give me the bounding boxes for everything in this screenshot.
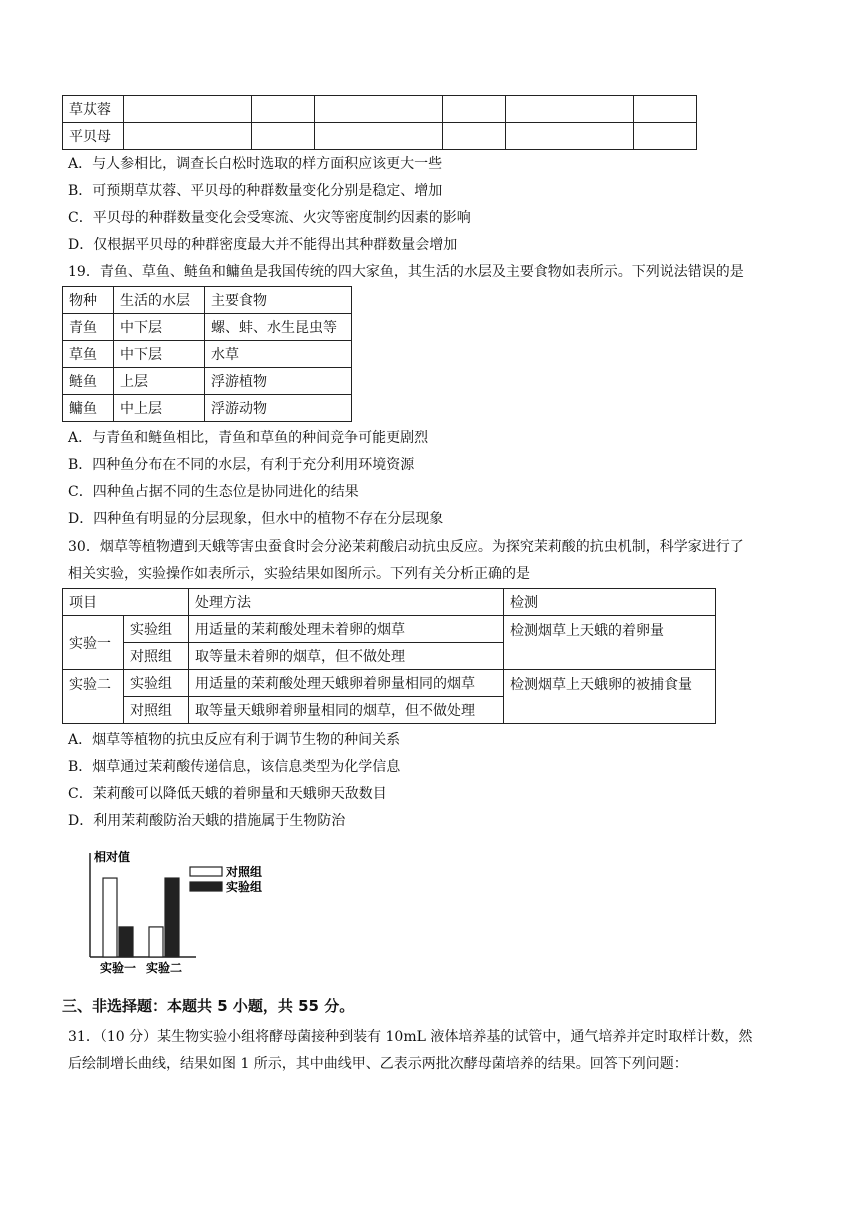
table-header-row [63, 589, 716, 616]
table-cell: 浮游植物 [205, 368, 352, 395]
table-cell: 用适量的茉莉酸处理天蛾卵着卵量相同的烟草 [189, 670, 504, 697]
table-cell: 鲢鱼 [63, 368, 114, 395]
q31-line2: 后绘制增长曲线，结果如图 1 所示，其中曲线甲、乙表示两批次酵母菌培养的结果。回答下列问题： [68, 1056, 688, 1072]
table-cell: 草鱼 [63, 341, 114, 368]
q19-option-b: B．四种鱼分布在不同的水层，有利于充分利用环境资源 [68, 457, 415, 473]
q18-option-b: B．可预期草苁蓉、平贝母的种群数量变化分别是稳定、增加 [68, 183, 443, 199]
table-header-row [63, 287, 352, 314]
table-row [63, 670, 716, 697]
table-row [63, 314, 352, 341]
x-tick-label: 实验二 [145, 961, 183, 975]
table-cell: 中上层 [114, 395, 205, 422]
table-cell: 浮游动物 [205, 395, 352, 422]
table-cell: 上层 [114, 368, 205, 395]
q19-stem: 19．青鱼、草鱼、鲢鱼和鳙鱼是我国传统的四大家鱼，其生活的水层及主要食物如表所示。下列说法错误的是 [68, 264, 744, 280]
table-cell: 检测烟草上天蛾的着卵量 [504, 616, 716, 670]
table-cell-label: 平贝母 [63, 123, 124, 150]
table-cell: 鳙鱼 [63, 395, 114, 422]
x-tick-label: 实验一 [99, 961, 137, 975]
experiment-table [62, 588, 716, 724]
table-cell: 水草 [205, 341, 352, 368]
table-header: 物种 [63, 287, 114, 314]
table-cell: 取等量未着卵的烟草，但不做处理 [189, 643, 504, 670]
q30-option-b: B．烟草通过茉莉酸传递信息，该信息类型为化学信息 [68, 759, 401, 775]
table-cell: 实验组 [124, 616, 189, 643]
y-axis-label: 相对值 [94, 850, 131, 864]
legend-swatch [190, 882, 222, 891]
table-cell: 实验组 [124, 670, 189, 697]
table-row [63, 616, 716, 643]
table-cell: 青鱼 [63, 314, 114, 341]
q18-option-d: D．仅根据平贝母的种群密度最大并不能得出其种群数量会增加 [68, 237, 458, 253]
result-bar-chart [70, 845, 280, 980]
table-cell: 用适量的茉莉酸处理未着卵的烟草 [189, 616, 504, 643]
bar-control-2 [149, 927, 163, 957]
legend-label: 对照组 [226, 865, 263, 879]
q30-option-a: A．烟草等植物的抗虫反应有利于调节生物的种间关系 [68, 732, 401, 748]
table-header: 检测 [504, 589, 716, 616]
table-header: 处理方法 [189, 589, 504, 616]
table-cell-label: 草苁蓉 [63, 96, 124, 123]
table-cell: 实验二 [63, 670, 124, 724]
q19-option-a: A．与青鱼和鲢鱼相比，青鱼和草鱼的种间竞争可能更剧烈 [68, 430, 429, 446]
table-cell: 对照组 [124, 697, 189, 724]
species-survey-table [62, 95, 697, 150]
legend-swatch [190, 867, 222, 876]
table-cell: 螺、蚌、水生昆虫等 [205, 314, 352, 341]
fish-table [62, 286, 352, 422]
table-header: 项目 [63, 589, 189, 616]
table-cell: 对照组 [124, 643, 189, 670]
table-cell: 取等量天蛾卵着卵量相同的烟草，但不做处理 [189, 697, 504, 724]
legend-label: 实验组 [226, 880, 263, 894]
table-row [63, 368, 352, 395]
bar-experiment-2 [165, 878, 179, 957]
table-cell: 中下层 [114, 314, 205, 341]
table-row [63, 395, 352, 422]
table-header: 生活的水层 [114, 287, 205, 314]
q30-stem-line2: 相关实验，实验操作如表所示，实验结果如图所示。下列有关分析正确的是 [68, 566, 530, 582]
bar-control-1 [103, 878, 117, 957]
q18-option-c: C．平贝母的种群数量变化会受寒流、火灾等密度制约因素的影响 [68, 210, 471, 226]
q30-option-d: D．利用茉莉酸防治天蛾的措施属于生物防治 [68, 813, 346, 829]
table-header: 主要食物 [205, 287, 352, 314]
table-row [63, 123, 697, 150]
q19-option-d: D．四种鱼有明显的分层现象，但水中的植物不存在分层现象 [68, 511, 444, 527]
q19-option-c: C．四种鱼占据不同的生态位是协同进化的结果 [68, 484, 359, 500]
q31-line1: 31．（10 分）某生物实验小组将酵母菌接种到装有 10mL 液体培养基的试管中，通气培养并定时取样计数，然 [68, 1029, 753, 1045]
table-cell: 实验一 [63, 616, 124, 670]
section-heading: 三、非选择题：本题共 5 小题，共 55 分。 [62, 997, 355, 1015]
q30-option-c: C．茉莉酸可以降低天蛾的着卵量和天蛾卵天敌数目 [68, 786, 387, 802]
table-row [63, 341, 352, 368]
q30-stem-line1: 30．烟草等植物遭到天蛾等害虫蚕食时会分泌茉莉酸启动抗虫反应。为探究茉莉酸的抗虫机制，科学家进行了 [68, 539, 744, 555]
table-cell: 中下层 [114, 341, 205, 368]
q18-option-a: A．与人参相比，调查长白松时选取的样方面积应该更大一些 [68, 156, 443, 172]
bar-experiment-1 [119, 927, 133, 957]
table-cell: 检测烟草上天蛾卵的被捕食量 [504, 670, 716, 724]
table-row [63, 96, 697, 123]
